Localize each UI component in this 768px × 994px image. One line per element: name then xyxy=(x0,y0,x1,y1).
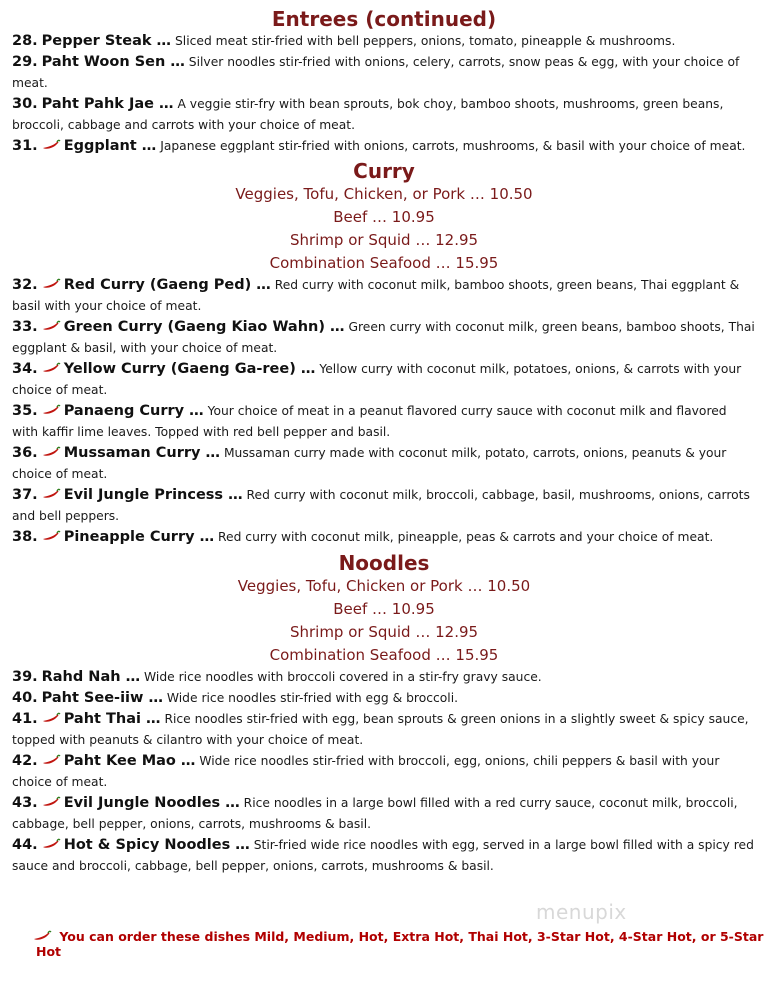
item-number: 34. xyxy=(12,361,38,377)
chili-pepper-icon xyxy=(41,139,61,151)
item-number: 32. xyxy=(12,277,38,293)
menu-item xyxy=(0,317,768,359)
spice-level-text: You can order these dishes Mild, Medium, Hot, Extra Hot, Thai Hot, 3-Star Hot, 4-Star Hot, or 5-Star Hot xyxy=(36,929,764,959)
menu-item xyxy=(0,275,768,317)
item-name: Paht Thai … xyxy=(63,711,161,727)
menu-item xyxy=(0,835,768,877)
chili-pepper-icon xyxy=(32,930,52,942)
item-name: Panaeng Curry … xyxy=(63,403,204,419)
menu-item xyxy=(0,31,768,52)
chili-pepper-icon xyxy=(41,754,61,766)
item-name: Pineapple Curry … xyxy=(63,529,215,545)
item-name: Paht Kee Mao … xyxy=(63,753,196,769)
item-description: Mussaman curry made with coconut milk, potato, carrots, onions, peanuts & your choice of meat. xyxy=(12,446,727,481)
item-description: Silver noodles stir-fried with onions, celery, carrots, snow peas & egg, with your choice of meat. xyxy=(12,55,740,90)
chili-pepper-icon xyxy=(41,446,61,458)
item-description: Rice noodles in a large bowl filled with a red curry sauce, coconut milk, broccoli, cabbage, bell pepper, onions, carrots, mushrooms & basil. xyxy=(12,796,738,831)
item-description: Red curry with coconut milk, bamboo shoots, green beans, Thai eggplant & basil with your choice of meat. xyxy=(12,278,740,313)
menu-item xyxy=(0,94,768,136)
item-name: Evil Jungle Noodles … xyxy=(63,795,240,811)
menu-item xyxy=(0,136,768,157)
item-name: Yellow Curry (Gaeng Ga-ree) … xyxy=(63,361,316,377)
item-description: Green curry with coconut milk, green beans, bamboo shoots, Thai eggplant & basil, with your choice of meat. xyxy=(12,320,755,355)
item-number: 35. xyxy=(12,403,38,419)
menu-item xyxy=(0,52,768,94)
menu-item xyxy=(0,359,768,401)
menu-item xyxy=(0,751,768,793)
item-name: Paht Woon Sen … xyxy=(41,54,185,70)
menu-item xyxy=(0,793,768,835)
item-name: Mussaman Curry … xyxy=(63,445,221,461)
menu-item xyxy=(0,667,768,688)
item-number: 40. xyxy=(12,690,38,706)
item-number: 39. xyxy=(12,669,38,685)
curry-price-line: Combination Seafood … 15.95 xyxy=(269,254,499,272)
noodle-price-line: Veggies, Tofu, Chicken or Pork … 10.50 xyxy=(237,577,531,595)
item-number: 44. xyxy=(12,837,38,853)
noodle-price-line: Shrimp or Squid … 12.95 xyxy=(289,623,479,641)
menu-item xyxy=(0,485,768,527)
item-description: Stir-fried wide rice noodles with egg, served in a large bowl filled with a spicy red sauce and broccoli, cabbage, bell pepper, onions, carrots, mushrooms & basil. xyxy=(12,838,754,873)
item-number: 29. xyxy=(12,54,38,70)
item-name: Red Curry (Gaeng Ped) … xyxy=(63,277,271,293)
item-number: 38. xyxy=(12,529,38,545)
item-description: Your choice of meat in a peanut flavored curry sauce with coconut milk and flavored with kaffir lime leaves. Topped with red bell pepper and basil. xyxy=(12,404,727,439)
item-name: Eggplant … xyxy=(63,138,157,154)
curry-list xyxy=(0,275,768,548)
noodle-prices xyxy=(0,575,768,667)
menu-item xyxy=(0,688,768,709)
item-number: 36. xyxy=(12,445,38,461)
menu-item xyxy=(0,709,768,751)
chili-pepper-icon xyxy=(41,278,61,290)
item-number: 37. xyxy=(12,487,38,503)
item-number: 42. xyxy=(12,753,38,769)
noodles-list xyxy=(0,667,768,877)
item-description: Wide rice noodles stir-fried with egg & broccoli. xyxy=(166,691,459,705)
item-name: Paht Pahk Jae … xyxy=(41,96,174,112)
item-description: Japanese eggplant stir-fried with onions, carrots, mushrooms, & basil with your choice of meat. xyxy=(160,139,746,153)
item-name: Green Curry (Gaeng Kiao Wahn) … xyxy=(63,319,345,335)
item-name: Hot & Spicy Noodles … xyxy=(63,837,250,853)
item-name: Pepper Steak … xyxy=(41,33,172,49)
item-description: Wide rice noodles stir-fried with broccoli, egg, onions, chili peppers & basil with your choice of meat. xyxy=(12,754,720,789)
chili-pepper-icon xyxy=(41,362,61,374)
spice-level-note xyxy=(36,929,768,959)
item-name: Evil Jungle Princess … xyxy=(63,487,243,503)
item-number: 30. xyxy=(12,96,38,112)
item-number: 43. xyxy=(12,795,38,811)
noodles-heading: Noodles xyxy=(338,551,430,575)
menu-item xyxy=(0,443,768,485)
item-number: 31. xyxy=(12,138,38,154)
noodle-price-line: Beef … 10.95 xyxy=(333,600,435,618)
item-description: Red curry with coconut milk, pineapple, peas & carrots and your choice of meat. xyxy=(218,530,714,544)
item-number: 28. xyxy=(12,33,38,49)
watermark: menupix xyxy=(536,900,627,924)
chili-pepper-icon xyxy=(41,796,61,808)
curry-prices xyxy=(0,183,768,275)
chili-pepper-icon xyxy=(41,712,61,724)
chili-pepper-icon xyxy=(41,488,61,500)
item-description: Yellow curry with coconut milk, potatoes, onions, & carrots with your choice of meat. xyxy=(12,362,742,397)
chili-pepper-icon xyxy=(41,530,61,542)
curry-heading: Curry xyxy=(353,159,415,183)
item-description: Red curry with coconut milk, broccoli, cabbage, basil, mushrooms, onions, carrots and bell peppers. xyxy=(12,488,750,523)
item-number: 41. xyxy=(12,711,38,727)
entrees-list xyxy=(0,31,768,157)
entrees-heading: Entrees (continued) xyxy=(271,7,497,31)
chili-pepper-icon xyxy=(41,838,61,850)
noodle-price-line: Combination Seafood … 15.95 xyxy=(269,646,499,664)
menu-item xyxy=(0,527,768,548)
chili-pepper-icon xyxy=(41,320,61,332)
item-description: Rice noodles stir-fried with egg, bean sprouts & green onions in a slightly sweet & spicy sauce, topped with peanuts & cilantro with your choice of meat. xyxy=(12,712,749,747)
item-description: Sliced meat stir-fried with bell peppers, onions, tomato, pineapple & mushrooms. xyxy=(174,34,676,48)
item-name: Paht See-iiw … xyxy=(41,690,163,706)
item-description: Wide rice noodles with broccoli covered in a stir-fry gravy sauce. xyxy=(144,670,542,684)
item-name: Rahd Nah … xyxy=(41,669,141,685)
chili-pepper-icon xyxy=(41,404,61,416)
curry-price-line: Beef … 10.95 xyxy=(333,208,435,226)
curry-price-line: Shrimp or Squid … 12.95 xyxy=(289,231,479,249)
menu-item xyxy=(0,401,768,443)
curry-price-line: Veggies, Tofu, Chicken, or Pork … 10.50 xyxy=(235,185,533,203)
item-description: A veggie stir-fry with bean sprouts, bok choy, bamboo shoots, mushrooms, green beans, broccoli, cabbage and carrots with your choice of meat. xyxy=(12,97,724,132)
item-number: 33. xyxy=(12,319,38,335)
